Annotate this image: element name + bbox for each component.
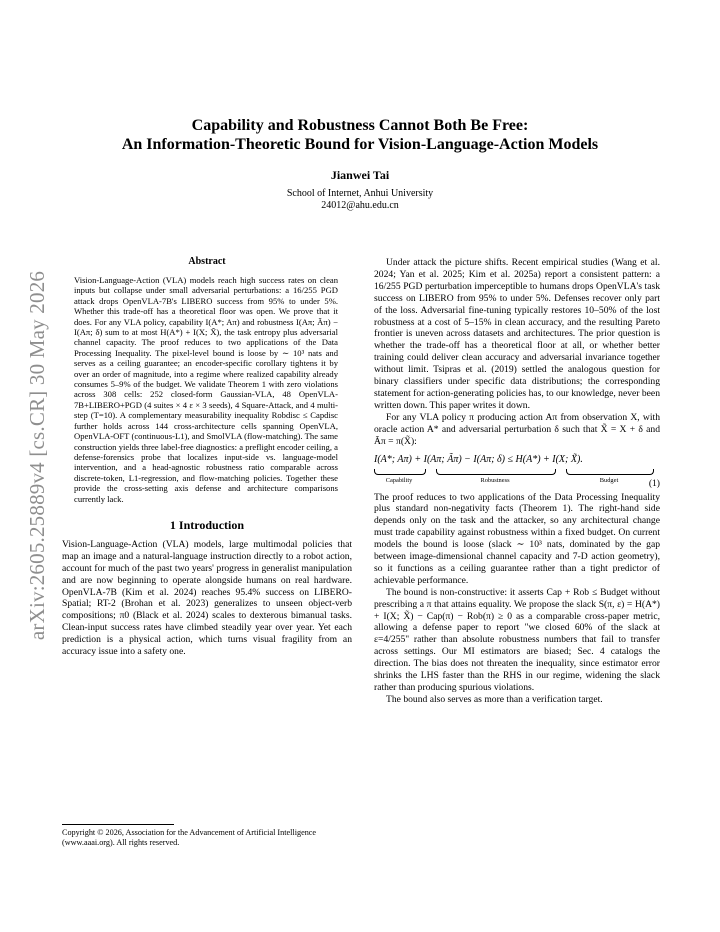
abstract-heading: Abstract [188,256,226,267]
paragraph-verification: The bound also serves as more than a verification target. [386,693,603,705]
label-budget: Budget [599,476,619,484]
eq-period: . [580,453,583,465]
abstract-text: Vision-Language-Action (VLA) models reach high success rates on clean inputs but collapse under small adversarial perturbations: a 16/255 PGD attack drops OpenVLA-7B's LIBERO success from 95% to under 5%. Whether this trade-off has a theoretical floor was open. We prove that it does. For any VLA policy, capability I(A*; Aπ) and robustness I(Aπ; Ãπ) − I(Aπ; δ) sum to at most H(A*) + I(X; X̃), the task entropy plus adversarial channel capacity. The proof reduces to two applications of the Data Processing Inequality. The pixel-level bound is loose by ∼ 10³ nats and serves as a ceiling guarantee; an encoder-specific corollary tightens it by over an order of magnitude, into a regime where realized capability already consumes 5–9% of the budget. We validate Theorem 1 with zero violations across 308 cells: 252 closed-form Gaussian-VLA, 48 OpenVLA-7B+LIBERO+PGD (4 suites × 4 ε × 3 seeds), 4 Square-Attack, and 4 multi-step (T=10). A complementary measurability inequality Robdisc ≤ Capdisc further holds across 144 cross-architecture cells spanning OpenVLA, OpenVLA-OFT (continuous-L1), and SmolVLA (flow-matching). The same construction yields three label-free diagnostics: a preflight encoder ceiling, a defense-forensics probe that localizes input-side vs. language-model intervention, and a head-agnostic robustness ratio comparable across discrete-token, L1-regression, and flow-matching policies. Together these provide the cross-setting axis defense and architecture comparisons currently lack. [74,275,338,504]
equation-number: (1) [648,477,660,489]
footnote-rule [62,824,174,825]
author-affiliation-block [0,188,720,212]
introduction-heading: 1 Introduction [169,517,245,532]
paragraph-attack: Under attack the picture shifts. Recent empirical studies (Wang et al. 2024; Yan et al. 2025; Kim et al. 2025a) report a consistent pattern: a 16/255 PGD perturbation imperceptible to humans drops OpenVLA's task success on LIBERO from 95% to under 5%. Defenses recover only part of the loss. Adversarial fine-tuning typically restores 10–50% of the lost robustness at a cost of 5–15% in clean accuracy, and the resulting Pareto frontier is uneven across datasets and architectures. The prior question is whether the trade-off has a theoretical floor at all, or whether better training could deliver clean accuracy and adversarial invariance together without limit. Tsipras et al. (2019) settled the analogous question for binary classifiers under specific data distributions; the corresponding statement for action-generating policies has, to our knowledge, never been written down. This paper writes it down. [374,257,660,411]
title-line-2: An Information-Theoretic Bound for Vision-Language-Action Models [121,136,599,153]
paragraph-proof: The proof reduces to two applications of the Data Processing Inequality plus standard non-negativity facts (Theorem 1). The right-hand side depends only on the task and the attacker, so any architectural change must trade capability against robustness within a fixed budget. On current models the bound is loose (slack ∼ 10³ nats, dominated by the gap between image-dimensional channel capacity and 7-D action geometry), so it functions as a ceiling guarantee rather than a tight predictor of achievable performance. [374,491,660,586]
affiliation: School of Internet, Anhui University [286,188,434,199]
paragraph-setup: For any VLA policy π producing action Aπ from observation X, with oracle action A* and adversarial perturbation δ such that X̃ = X + δ and Ãπ = π(X̃): [374,411,660,447]
left-column [62,256,352,658]
copyright-text: Copyright © 2026, Association for the Advancement of Artificial Intelligence (www.aaai.org). All rights reserved. [62,828,317,847]
eq-leq: ≤ [505,453,516,465]
eq-budget-term: H(A*) + I(X; X̃) [515,453,581,465]
eq-plus: + [411,453,424,465]
brace-robustness [436,469,556,475]
paper-title [0,116,720,154]
eq-robustness-term: I(Aπ; Ãπ) − I(Aπ; δ) [423,453,506,465]
arxiv-identifier-stamp [14,255,62,655]
brace-budget [566,469,654,475]
equation-1 [374,454,660,490]
introduction-paragraph: Vision-Language-Action (VLA) models, large multimodal policies that map an image and a natural-language instruction directly to a robot action, account for much of the past two years' progress in generalist manipulation and are now beginning to operate alongside humans on real hardware. OpenVLA-7B (Kim et al. 2024) reaches 95.4% success on LIBERO-Spatial; RT-2 (Brohan et al. 2023) generalizes to unseen object-verb compositions; π0 (Black et al. 2024) scales to dexterous bimanual tasks. Clean-input success rates have climbed steadily year over year. Yet each prediction is a physical action, which turns visual fragility from an accuracy issue into a safety one. [62,538,352,658]
paragraph-nonconstructive: The bound is non-constructive: it asserts Cap + Rob ≤ Budget without prescribing a π that attains equality. We propose the slack S(π, ε) = H(A*) + I(X; X̃) − Cap(π) − Rob(π) ≥ 0 as a comparable cross-paper metric, allowing a defense paper to report "we closed 60% of the slack at ε=4/255" rather than absolute robustness numbers that fail to transfer across settings. Our MI estimators are biased; Sec. 4 catalogs the direction. The bias does not threaten the inequality, since estimator error shrinks the LHS faster than the RHS in our regime, widening the slack rather than producing spurious violations. [374,586,660,693]
eq-capability-term: I(A*; Aπ) [374,453,412,465]
copyright-footnote [62,824,352,848]
equation-line [374,454,660,465]
label-robustness: Robustness [480,476,510,484]
title-line-1: Capability and Robustness Cannot Both Be Free: [191,117,529,134]
label-capability: Capability [385,476,413,484]
arxiv-identifier: arXiv:2605.25889v4 [cs.CR] 30 May 2026 [25,270,50,640]
right-column [374,257,660,706]
email: 24012@ahu.edu.cn [321,200,399,211]
author-name: Jianwei Tai [330,168,390,182]
brace-capability [374,469,426,475]
